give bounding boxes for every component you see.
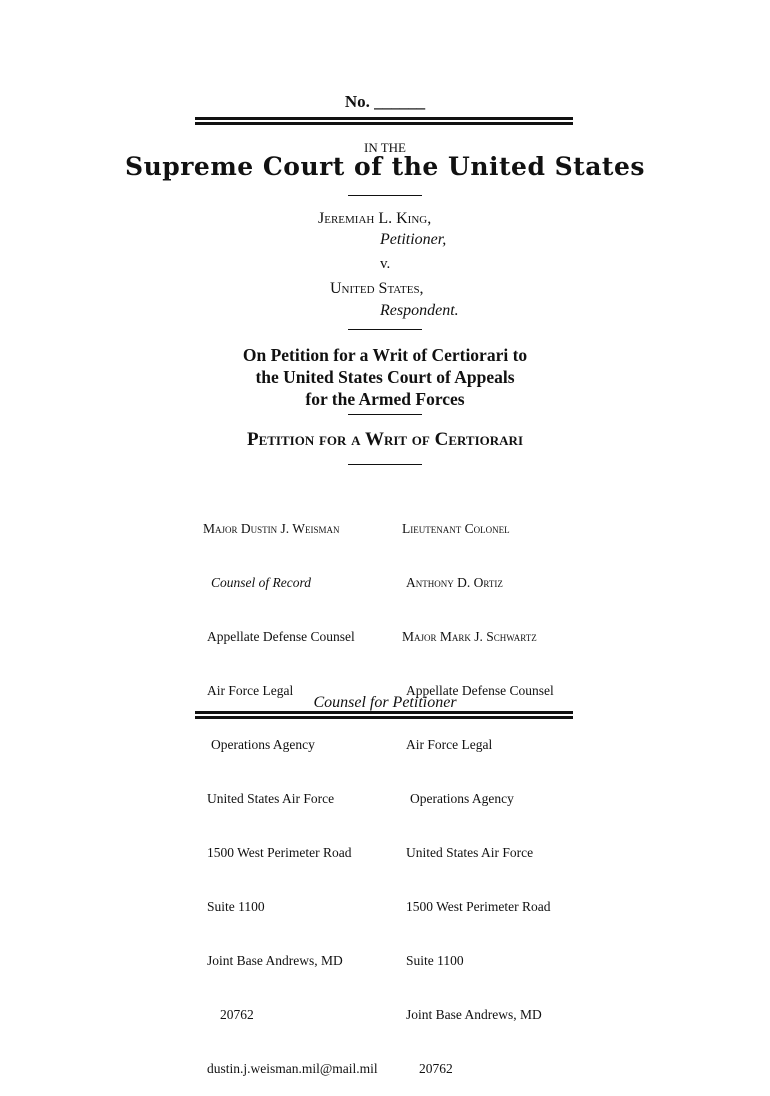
counsel-left-role: Counsel of Record [211, 575, 311, 590]
counsel-right-name2: Major Mark J. Schwartz [402, 629, 537, 644]
petitioner-name: Jeremiah L. King, [318, 210, 432, 227]
counsel-right-name-line: Anthony D. Ortiz [406, 575, 503, 590]
address-line: Air Force Legal [207, 683, 294, 698]
address-line: Appellate Defense Counsel [207, 629, 355, 644]
petitioner-role: Petitioner, [380, 231, 447, 248]
counsel-for: Counsel for Petitioner [313, 694, 457, 711]
counsel-right-name-line: Lieutenant Colonel [402, 521, 510, 536]
address-line: United States Air Force [207, 791, 335, 806]
divider-rule [348, 464, 422, 465]
petition-origin-line: On Petition for a Writ of Certiorari to [242, 345, 528, 365]
address-line: Air Force Legal [406, 737, 493, 752]
respondent-role: Respondent. [380, 302, 459, 319]
address-line: 1500 West Perimeter Road [406, 899, 551, 914]
petition-origin-line: for the Armed Forces [305, 389, 465, 409]
versus: v. [380, 256, 391, 272]
top-double-rule [195, 117, 573, 125]
address-line: 20762 [220, 1007, 254, 1022]
petition-origin-line: the United States Court of Appeals [255, 367, 515, 387]
address-line: Joint Base Andrews, MD [406, 1007, 542, 1022]
counsel-left-name: Major Dustin J. Weisman [203, 521, 340, 536]
address-line: Operations Agency [410, 791, 514, 806]
address-line: Appellate Defense Counsel [406, 683, 554, 698]
divider-rule [348, 195, 422, 196]
document-title: Petition for a Writ of Certiorari [246, 429, 524, 450]
address-line: Suite 1100 [207, 899, 265, 914]
address-line: Operations Agency [211, 737, 315, 752]
address-line: United States Air Force [406, 845, 534, 860]
respondent-name: United States, [330, 280, 424, 297]
email-address: dustin.j.weisman.mil@mail.mil [207, 1061, 378, 1076]
counsel-right-block [402, 484, 554, 1096]
address-line: Suite 1100 [406, 953, 464, 968]
address-line: Joint Base Andrews, MD [207, 953, 343, 968]
address-line: 1500 West Perimeter Road [207, 845, 352, 860]
bottom-double-rule [195, 711, 573, 719]
case-number: No. ______ [344, 92, 426, 111]
divider-rule [348, 414, 422, 415]
counsel-left-block [203, 484, 378, 1096]
address-line: 20762 [419, 1061, 453, 1076]
court-name: Supreme Court of the United States [125, 152, 645, 181]
court-prefix: IN THE [363, 140, 406, 155]
petition-origin [0, 344, 770, 410]
divider-rule [348, 329, 422, 330]
